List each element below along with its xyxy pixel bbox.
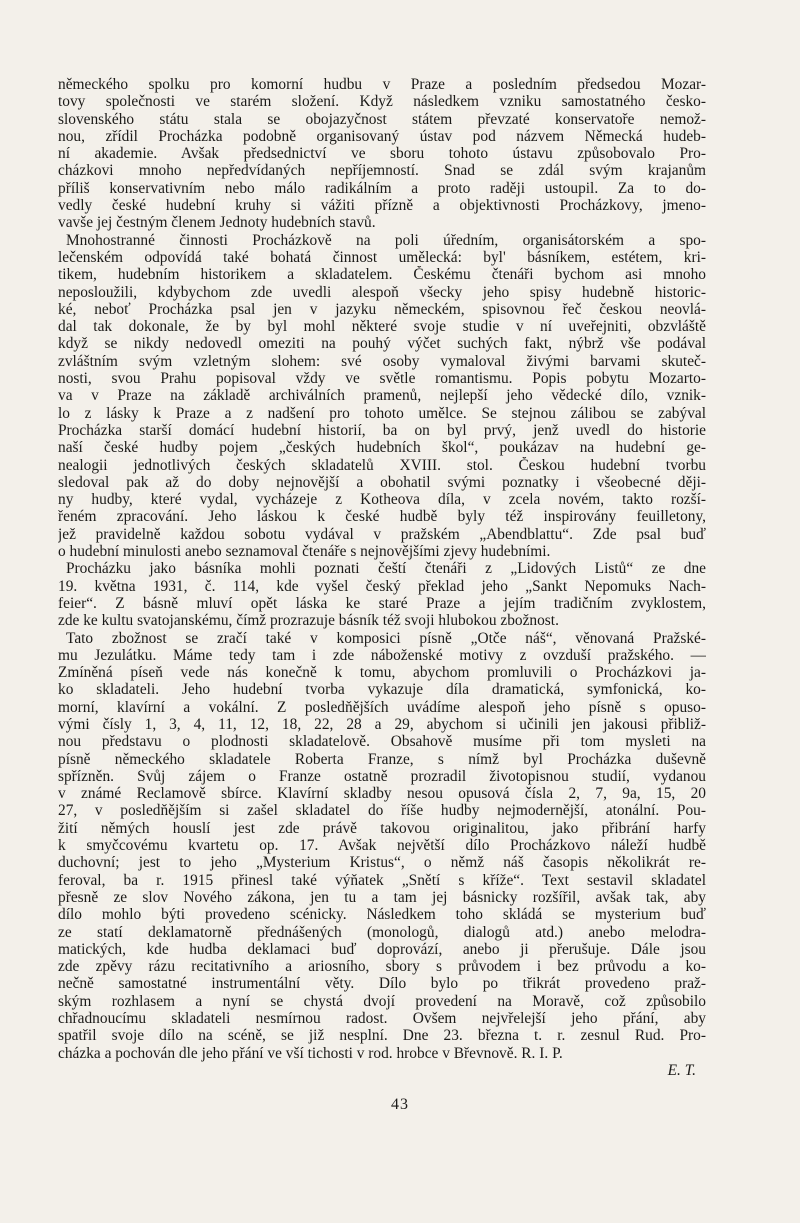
text-line: cházka a pochován dle jeho přání ve vší tichosti v rod. hrobce v Břevnově. R. I. P. <box>58 1044 563 1062</box>
text-line: nou představu o plodnosti skladatelově. Obsahově musíme při tom mysleti na <box>58 733 706 751</box>
text-line: německého spolku pro komorní hudbu v Praze a posledním předsedou Mozar- <box>58 76 706 93</box>
text-line: Mnohostranné činnosti Procházkově na poli úředním, organisátorském a spo- <box>66 231 706 249</box>
text-line: feier“. Z básně mluví opět láska ke staré Praze a jejím tradičním zvyklostem, <box>58 594 706 612</box>
text-line: feroval, ba r. 1915 přinesl také výňatek „Snětí s kříže“. Text sestavil skladatel <box>58 871 706 889</box>
text-line: Procházku jako básníka mohli poznati čeští čtenáři z „Lidových Listů“ ze dne <box>66 560 706 578</box>
text-line: nosti, svou Prahu popisoval vždy ve světle romantismu. Popis pobytu Mozarto- <box>58 370 706 388</box>
text-line: písně německého skladatele Roberta Franze, s nímž byl Procházka duševně <box>58 750 706 768</box>
text-line: žití němých houslí jest zde právě takovou originalitou, jako přibrání harfy <box>58 819 706 837</box>
text-line: dal tak dokonale, že by byl mohl některé svoje studie v ní uveřejniti, obzvláště <box>58 318 706 336</box>
text-line: Procházka starší domácí hudební historií, ba on byl prvý, jenž uvedl do historie <box>58 421 706 439</box>
text-line: tikem, hudebním historikem a skladatelem. Českému čtenáři bychom asi mnoho <box>58 266 706 284</box>
text-line: příliš konservativním nebo málo radikálním a proto raději ustoupil. Za to do- <box>58 179 706 197</box>
text-line: 27, v posledňějším si zašel skladatel do říše hudby nejmodernější, atonální. Pou- <box>58 802 706 820</box>
paragraph <box>58 560 706 629</box>
text-line: Tato zbožnost se zračí také v komposici písně „Otče náš“, věnovaná Pražské- <box>66 629 706 647</box>
text-line: mu Jezulátku. Máme tedy tam i zde náboženské motivy z ovzduší pražského. — <box>58 646 706 664</box>
text-line: va v Praze na základě archiválních pramenů, nejlepší jeho vědecké dílo, vznik- <box>58 387 706 405</box>
text-line: nečně samostatné instrumentální věty. Dílo bylo po třikrát provedeno praž- <box>58 975 706 993</box>
text-line: ké, neboť Procházka psal jen v jazyku německém, spisovnou řeč českou neovlá- <box>58 300 706 318</box>
page-number: 43 <box>391 1096 409 1113</box>
text-line: ko skladateli. Jeho hudební tvorba vykazuje díla dramatická, symfonická, ko- <box>58 681 706 699</box>
text-line: vedly české hudební kruhy si vážiti přízně a objektivnosti Procházkovy, jmeno- <box>58 197 706 215</box>
paragraph <box>58 232 706 561</box>
text-line: lečenském odpovídá také bohatá činnost umělecká: byl' básníkem, estétem, kri- <box>58 248 706 266</box>
text-line: cházkovi mnoho nepředvídaných nepříjemností. Snad se zdál svým krajanům <box>58 162 706 180</box>
text-line: řeném zpracování. Jeho láskou k české hudbě byly též inspirovány feuilletony, <box>58 508 706 526</box>
text-line: přesně ze slov Nového zákona, jen tu a tam jej básnicky rozšířil, avšak tak, aby <box>58 888 706 906</box>
text-line: když se nikdy nedovedl omeziti na pouhý výčet suchých fakt, nýbrž vše podával <box>58 335 706 353</box>
text-line: 19. května 1931, č. 114, kde vyšel český překlad jeho „Sankt Nepomuks Nach- <box>58 577 706 595</box>
author-signature: E. T. <box>667 1061 696 1079</box>
text-line: spatřil svoje dílo na scéně, se již nesplní. Dne 23. března t. r. zesnul Rud. Pro- <box>58 1027 706 1045</box>
paragraph <box>58 76 706 232</box>
text-line: chřadnoucímu skladateli nesmírnou radost. Ovšem nejvřelejší jeho přání, aby <box>58 1010 706 1028</box>
text-line: vými čísly 1, 3, 4, 11, 12, 18, 22, 28 a 29, abychom si učinili jen jakousi přibliž- <box>58 715 706 733</box>
text-line: spřízněn. Svůj zájem o Franze ostatně prozradil životopisnou studií, vydanou <box>58 767 706 785</box>
text-line: zvláštním svým vzletným slohem: své osoby vymaloval živými barvami skuteč- <box>58 352 706 370</box>
text-line: slovenského státu stala se obojazyčnost státem převzaté konservatoře nemož- <box>58 110 706 128</box>
text-line: tovy společnosti ve starém složení. Když následkem vzniku samostatného česko- <box>58 93 706 111</box>
text-line: neposloužili, kdybychom zde uvedli alespoň všecky jeho spisy hudebně historic- <box>58 283 706 301</box>
paragraph <box>58 630 706 1062</box>
text-line: nealogii jednotlivých českých skladatelů XVIII. stol. Českou hudební tvorbu <box>58 456 706 474</box>
text-line: ze statí deklamatorně přednášených (monologů, dialogů atd.) anebo melodra- <box>58 923 706 941</box>
text-line: v známé Reclamově sbírce. Klavírní skladby nesou opusová čísla 2, 7, 9a, 15, 20 <box>58 785 706 803</box>
text-line: matických, kde hudba deklamaci buď doprovází, anebo ji přerušuje. Dále jsou <box>58 940 706 958</box>
text-line: jež pravidelně každou sobotu vydával v pražském „Abendblattu“. Zde psal buď <box>58 525 706 543</box>
text-line: ským rozhlasem a nyní se chystá dvojí provedení na Moravě, což způsobilo <box>58 992 706 1010</box>
text-line: ní akademie. Avšak předsednictví ve sboru tohoto ústavu způsobovalo Pro- <box>58 145 706 163</box>
text-line: lo z lásky k Praze a z nadšení pro tohoto umělce. Se stejnou zálibou se zabýval <box>58 404 706 422</box>
text-line: zde zpěvy rázu recitativního a ariosního, sbory s průvodem i bez průvodu a ko- <box>58 958 706 976</box>
text-line: zde ke kultu svatojanskému, čímž prozrazuje básník též svoji hlubokou zbožnost. <box>58 612 559 630</box>
text-line: nou, zřídil Procházka podobně organisovaný ústav pod názvem Německá hudeb- <box>58 127 706 145</box>
text-line: morní, klavírní a vokální. Z posledňějších uvádíme alespoň jeho písně s opuso- <box>58 698 706 716</box>
article-text <box>58 76 706 1079</box>
text-line: duchovní; jest to jeho „Mysterium Kristus“, o němž náš časopis několikrát re- <box>58 854 706 872</box>
text-line: Zmíněná píseň vede nás konečně k tomu, abychom promluvili o Procházkovi ja- <box>58 664 706 682</box>
text-line: o hudební minulosti anebo seznamoval čtenáře s nejnovějšími zjevy hudebními. <box>58 543 551 561</box>
text-line: sledoval pak až do doby nejnovější a obohatil svými poznatky i všeobecné ději- <box>58 473 706 491</box>
text-line: k smyčcovému kvartetu op. 17. Avšak největší dílo Procházkovo náleží hudbě <box>58 837 706 855</box>
text-line: ny hudby, které vydal, vycházeje z Kotheova díla, v zcela novém, takto rozší- <box>58 491 706 509</box>
text-line: naší české hudby pojem „českých hudebních škol“, poukázav na hudební ge- <box>58 439 706 457</box>
text-line: dílo mohlo býti provedeno scénicky. Následkem toho skládá se mysterium buď <box>58 906 706 924</box>
text-line: vavše jej čestným členem Jednoty hudebních stavů. <box>58 214 376 232</box>
